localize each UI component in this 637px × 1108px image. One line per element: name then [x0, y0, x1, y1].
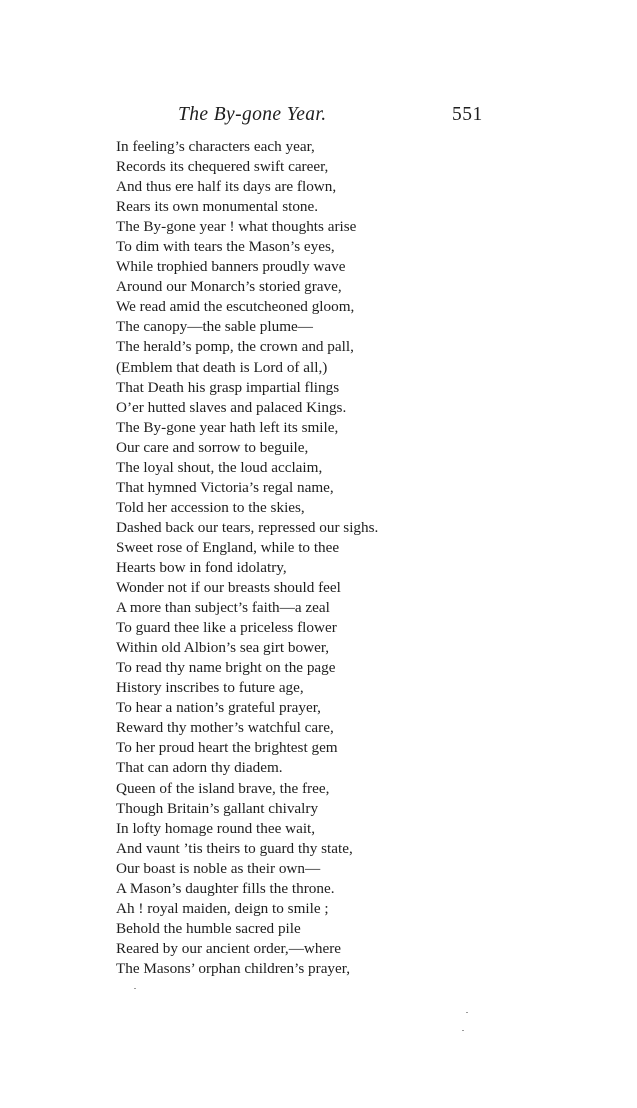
- poem-line: (Emblem that death is Lord of all,): [116, 358, 328, 376]
- poem-line: To guard thee like a priceless flower: [116, 619, 337, 637]
- paper-speck: [466, 1012, 468, 1013]
- poem-line: Our boast is noble as their own—: [116, 859, 321, 877]
- poem-line: Records its chequered swift career,: [116, 158, 329, 176]
- running-title: The By-gone Year.: [178, 104, 327, 125]
- poem-line: In feeling’s characters each year,: [116, 138, 315, 155]
- poem-line: Sweet rose of England, while to thee: [116, 538, 340, 556]
- poem-line: To hear a nation’s grateful prayer,: [116, 699, 321, 717]
- poem-line: Wonder not if our breasts should feel: [116, 579, 341, 597]
- poem-line: To her proud heart the brightest gem: [116, 739, 338, 757]
- poem-line: Within old Albion’s sea girt bower,: [116, 639, 330, 657]
- poem-line: Rears its own monumental stone.: [116, 198, 319, 216]
- poem-line: To dim with tears the Mason’s eyes,: [116, 238, 335, 256]
- paper-speck: [462, 1030, 464, 1031]
- poem-line: While trophied banners proudly wave: [116, 258, 346, 276]
- poem-line: The herald’s pomp, the crown and pall,: [116, 338, 354, 356]
- poem-body: [116, 137, 416, 979]
- poem-line: Ah ! royal maiden, deign to smile ;: [116, 899, 329, 917]
- poem-line: The By-gone year ! what thoughts arise: [116, 218, 357, 236]
- poem-line: History inscribes to future age,: [116, 679, 304, 697]
- poem-line: O’er hutted slaves and palaced Kings.: [116, 398, 347, 416]
- poem-line: And thus ere half its days are flown,: [116, 178, 337, 196]
- poem-line: That hymned Victoria’s regal name,: [116, 478, 334, 496]
- poem-line: The Masons’ orphan children’s prayer,: [116, 959, 351, 977]
- poem-line: Though Britain’s gallant chivalry: [116, 799, 319, 817]
- page-number: 551: [452, 104, 483, 125]
- poem-line: The loyal shout, the loud acclaim,: [116, 458, 323, 476]
- poem-line: Behold the humble sacred pile: [116, 919, 301, 937]
- poem-line: Hearts bow in fond idolatry,: [116, 558, 287, 576]
- poem-line: Reward thy mother’s watchful care,: [116, 719, 334, 737]
- poem-line: That Death his grasp impartial flings: [116, 378, 340, 396]
- poem-line: Dashed back our tears, repressed our sighs.: [116, 518, 379, 536]
- poem-line: Around our Monarch’s storied grave,: [116, 278, 342, 296]
- poem-line: A more than subject’s faith—a zeal: [116, 599, 330, 617]
- poem-line: That can adorn thy diadem.: [116, 759, 283, 777]
- poem-line: A Mason’s daughter fills the throne.: [116, 879, 335, 897]
- poem-line: Told her accession to the skies,: [116, 498, 305, 516]
- poem-line: The By-gone year hath left its smile,: [116, 418, 339, 436]
- poem-line: To read thy name bright on the page: [116, 659, 336, 677]
- paper-speck: [134, 988, 136, 989]
- poem-line: Reared by our ancient order,—where: [116, 939, 341, 957]
- poem-line: Our care and sorrow to beguile,: [116, 438, 309, 456]
- running-head: [0, 104, 637, 130]
- poem-line: In lofty homage round thee wait,: [116, 819, 316, 837]
- poem-line: We read amid the escutcheoned gloom,: [116, 298, 355, 316]
- poem-line: And vaunt ’tis theirs to guard thy state,: [116, 839, 353, 857]
- poem-line: Queen of the island brave, the free,: [116, 779, 330, 797]
- poem-line: The canopy—the sable plume—: [116, 318, 313, 336]
